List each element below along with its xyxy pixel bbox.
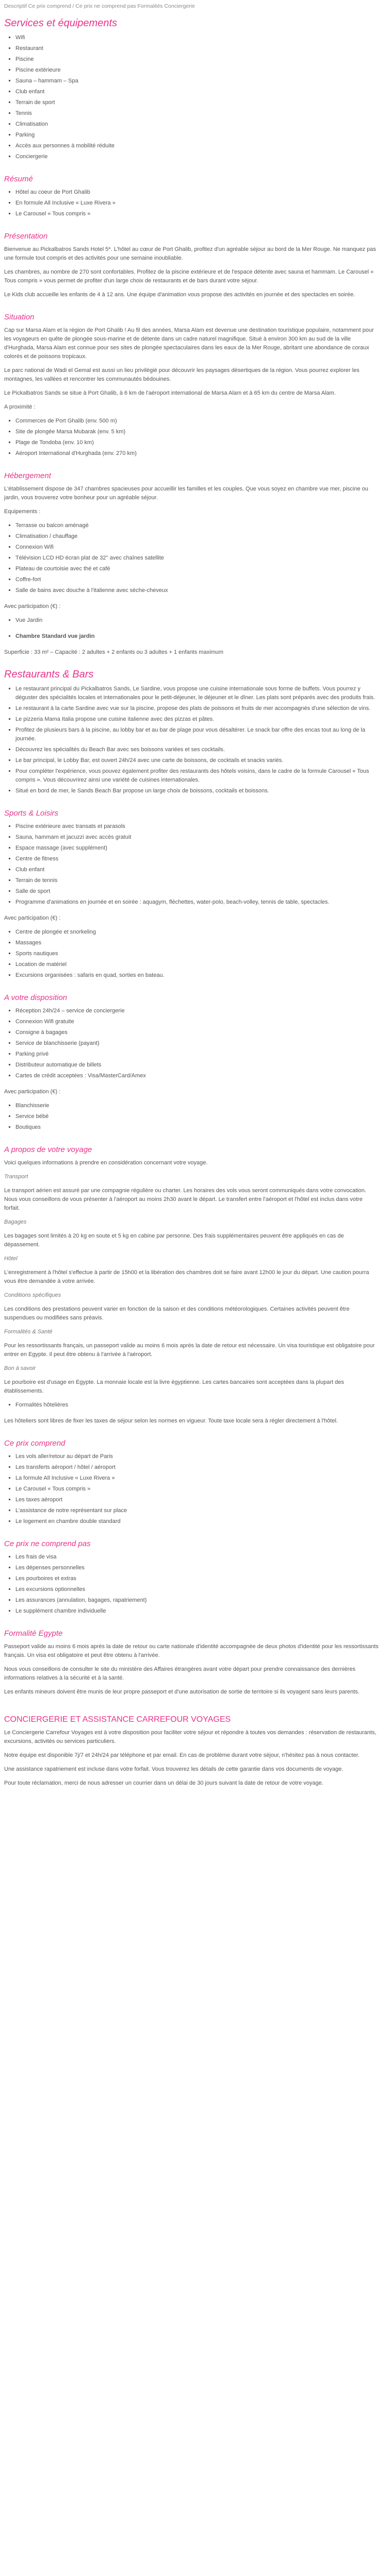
apropos-text: L'enregistrement à l'hôtel s'effectue à partir de 15h00 et la libération des chambres doit se faire avant 12h00 le jour du départ. Une caution pourra vous être demandée à votre arrivée. bbox=[4, 1269, 369, 1284]
services-list bbox=[4, 33, 379, 161]
list-item: ▪ Distributeur automatique de billets bbox=[15, 1061, 379, 1070]
room-type: ▪ Chambre Standard vue jardin bbox=[15, 632, 379, 641]
list-item: ▪ Sauna – hammam – Spa bbox=[15, 77, 379, 86]
list-item: ▪ Parking bbox=[15, 131, 379, 140]
formalites-title: Formalité Egypte bbox=[4, 1629, 63, 1638]
apropos-text: Les bagages sont limités à 20 kg en soute et 5 kg en cabine par personne. Des frais supplémentaires peuvent être appliqués en cas de dépassement. bbox=[4, 1233, 344, 1248]
formalites-text: Les enfants mineurs doivent être munis de leur propre passeport et d'une autorisation de sortie de territoire si ils voyagent sans leurs parents. bbox=[4, 1689, 360, 1695]
situation-text: Cap sur Marsa Alam et la région de Port Ghalib ! Au fil des années, Marsa Alam est devenue une destination touristique populaire, notamment pour les voyageurs en quête de plongée sous-marine et de détente dans un cadre naturel magnifique. Situé à environ 300 km au sud de la ville d'Hurghada, Marsa Alam est connue pour ses sites de plongée spectaculaires dans les eaux de la Mer Rouge, abritant une abondance de coraux colorés et de poissons tropicaux. bbox=[4, 327, 374, 360]
list-item: ▪ L'assistance de notre représentant sur place bbox=[15, 1506, 379, 1515]
list-item: ▪ Salle de bains avec douche à l'italienne avec sèche-cheveux bbox=[15, 586, 379, 595]
list-item: ▪ Découvrez les spécialités du Beach Bar avec ses boissons variées et ses cocktails. bbox=[15, 745, 379, 754]
list-item: ▪ Location de matériel bbox=[15, 960, 379, 969]
situation-title: Situation bbox=[4, 313, 35, 321]
list-item: ▪ Restaurant bbox=[15, 44, 379, 53]
apropos-title: A propos de votre voyage bbox=[4, 1145, 92, 1154]
non-compris-list bbox=[4, 1553, 379, 1616]
list-item: ▪ Les pourboires et extras bbox=[15, 1574, 379, 1583]
list-item: ▪ Massages bbox=[15, 939, 379, 947]
list-item: ▪ Boutiques bbox=[15, 1123, 379, 1132]
list-item: ▪ Connexion Wifi gratuite bbox=[15, 1018, 379, 1026]
list-item: ▪ Piscine extérieure avec transats et parasols bbox=[15, 822, 379, 831]
list-item: ▪ La formule All Inclusive « Luxe Rivera » bbox=[15, 1474, 379, 1483]
apropos-text: Les conditions des prestations peuvent varier en fonction de la saison et des conditions météorologiques. Certaines activités peuvent être suspendues ou modifiées sans préavis. bbox=[4, 1306, 350, 1321]
list-item: ▪ Service bébé bbox=[15, 1112, 379, 1121]
list-item: ▪ Terrain de sport bbox=[15, 98, 379, 107]
restaurants-title: Restaurants & Bars bbox=[4, 669, 94, 680]
apropos-heading: Bagages bbox=[4, 1219, 27, 1225]
list-item: ▪ Aéroport International d'Hurghada (env. 270 km) bbox=[15, 449, 379, 458]
formalites-text: Passeport valide au moins 6 mois après la date de retour ou carte nationale d'identité accompagnée de deux photos d'identité pour les ressortissants français. Un visa est obligatoire et peut être obtenu à l'arrivée. bbox=[4, 1643, 379, 1658]
list-item: ▪ Les excursions optionnelles bbox=[15, 1585, 379, 1594]
list-item: ▪ Sports nautiques bbox=[15, 950, 379, 958]
restaurants-list bbox=[4, 685, 379, 795]
list-item: ▪ Profitez de plusieurs bars à la piscine, au lobby bar et au bar de plage pour vous désaltérer. Le snack bar offre des encas tout au long de la journée. bbox=[15, 726, 379, 743]
resume-title: Résumé bbox=[4, 175, 33, 183]
compris-list bbox=[4, 1452, 379, 1526]
list-item: ▪ Le pizzeria Mama Italia propose une cuisine italienne avec des pizzas et pâtes. bbox=[15, 715, 379, 724]
list-item: ▪ Pour compléter l'expérience, vous pouvez également profiter des restaurants des hôtels voisins, dans le cadre de la formule Carousel « Tous compris ». Vous découvrirez ainsi une variété de cuisines internationales. bbox=[15, 767, 379, 785]
conciergerie-title: CONCIERGERIE ET ASSISTANCE CARREFOUR VOYAGES bbox=[4, 1715, 231, 1724]
presentation-text: Bienvenue au Pickalbatros Sands Hotel 5*. L'hôtel au cœur de Port Ghalib, profitez d'un agréable séjour au bord de la Mer Rouge. Ne manquez pas une formule tout compris et des activités pour une semaine inoubliable. bbox=[4, 246, 376, 261]
presentation-title: Présentation bbox=[4, 232, 48, 241]
conciergerie-text: Notre équipe est disponible 7j/7 et 24h/24 par téléphone et par email. En cas de problème durant votre séjour, n'hésitez pas à nous contacter. bbox=[4, 1752, 360, 1758]
apropos-text: Pour les ressortissants français, un passeport valide au moins 6 mois après la date de retour est nécessaire. Un visa touristique est obligatoire pour entrer en Egypte. Il peut être obtenu à l'arrivée à l'aéroport. bbox=[4, 1343, 375, 1358]
apropos-text: Le pourboire est d'usage en Egypte. La monnaie locale est la livre égyptienne. Les cartes bancaires sont acceptées dans la plupart des établissements. bbox=[4, 1379, 344, 1394]
rooms-list bbox=[4, 616, 379, 625]
conciergerie-text: Le Conciergerie Carrefour Voyages est à votre disposition pour faciliter votre séjour et répondre à toutes vos demandes : réservation de restaurants, excursions, activités ou services particuliers. bbox=[4, 1730, 377, 1744]
rooms-label: Avec participation (€) : bbox=[4, 603, 61, 609]
list-item: ▪ Formalités hôtelières bbox=[15, 1401, 379, 1410]
list-item: ▪ Climatisation / chauffage bbox=[15, 532, 379, 541]
presentation-text: Le Kids club accueille les enfants de 4 à 12 ans. Une équipe d'animation vous propose des activités en journée et des spectacles en soirée. bbox=[4, 292, 355, 298]
rooms-list-2 bbox=[4, 632, 379, 641]
list-item: ▪ Centre de plongée et snorkeling bbox=[15, 928, 379, 937]
resume-list bbox=[4, 188, 379, 218]
list-item: ▪ Le Carousel « Tous compris » bbox=[15, 210, 379, 218]
equip-list bbox=[4, 521, 379, 595]
list-item: ▪ Piscine bbox=[15, 55, 379, 64]
list-item: ▪ Hôtel au coeur de Port Ghalib bbox=[15, 188, 379, 197]
list-item: ▪ Les taxes aéroport bbox=[15, 1496, 379, 1504]
list-item: ▪ Plateau de courtoisie avec thé et café bbox=[15, 565, 379, 573]
list-item: ▪ Tennis bbox=[15, 109, 379, 118]
disposition-list bbox=[4, 1007, 379, 1080]
list-item: ▪ Programme d'animations en journée et en soirée : aquagym, fléchettes, water-polo, beach-volley, tennis de table, spectacles. bbox=[15, 898, 379, 907]
list-item: ▪ Excursions organisées : safaris en quad, sorties en bateau. bbox=[15, 971, 379, 980]
sports-paid-label: Avec participation (€) : bbox=[4, 915, 61, 921]
list-item: ▪ Terrasse ou balcon aménagé bbox=[15, 521, 379, 530]
sports-paid-list bbox=[4, 928, 379, 980]
presentation-text: Les chambres, au nombre de 270 sont confortables. Profitez de la piscine extérieure et de l'espace détente avec sauna et hammam. Le Carousel « Tous compris » vous permet de profiter d'un large choix de restaurants et de bars durant votre séjour. bbox=[4, 269, 374, 284]
conciergerie-text: Pour toute réclamation, merci de nous adresser un courrier dans un délai de 30 jours suivant la date de retour de votre voyage. bbox=[4, 1780, 323, 1786]
list-item: ▪ Le bar principal, le Lobby Bar, est ouvert 24h/24 avec une carte de boissons, de cocktails et snacks variés. bbox=[15, 756, 379, 765]
list-item: ▪ Le supplément chambre individuelle bbox=[15, 1607, 379, 1616]
list-item: ▪ Club enfant bbox=[15, 88, 379, 96]
list-item: ▪ Le restaurant principal du Pickalbatros Sands, Le Sardine, vous propose une cuisine internationale sous forme de buffets. Vous pourrez y déguster des spécialités locales et internationales pour le petit-déjeuner, le déjeuner et le dîner. Les plats sont préparés avec des produits frais. bbox=[15, 685, 379, 702]
list-item: ▪ Parking privé bbox=[15, 1050, 379, 1059]
apropos-bullet bbox=[4, 1401, 379, 1410]
formalites-text: Nous vous conseillons de consulter le site du ministère des Affaires étrangères avant votre départ pour prendre connaissance des dernières informations relatives à la sécurité et à la santé. bbox=[4, 1666, 355, 1681]
disposition-title: A votre disposition bbox=[4, 993, 68, 1002]
sports-list bbox=[4, 822, 379, 907]
list-item: ▪ Connexion Wifi bbox=[15, 543, 379, 552]
conciergerie-text: Une assistance rapatriement est incluse dans votre forfait. Vous trouverez les détails de cette garantie dans vos documents de voyage. bbox=[4, 1766, 344, 1772]
list-item: ▪ Wifi bbox=[15, 33, 379, 42]
hebergement-title: Hébergement bbox=[4, 471, 51, 480]
list-item: ▪ Le restaurant à la carte Sardine avec vue sur la piscine, propose des plats de poissons et fruits de mer accompagnés d'une sélection de vins. bbox=[15, 704, 379, 713]
disposition-paid-label: Avec participation (€) : bbox=[4, 1089, 61, 1095]
list-item: ▪ Situé en bord de mer, le Sands Beach Bar propose un large choix de boissons, cocktails et boissons. bbox=[15, 787, 379, 795]
list-item: ▪ Club enfant bbox=[15, 866, 379, 874]
list-item: ▪ Le logement en chambre double standard bbox=[15, 1517, 379, 1526]
list-item: ▪ Terrain de tennis bbox=[15, 876, 379, 885]
list-item: ▪ Télévision LCD HD écran plat de 32'' avec chaînes satellite bbox=[15, 554, 379, 563]
list-item: ▪ Sauna, hammam et jacuzzi avec accès gratuit bbox=[15, 833, 379, 842]
list-item: ▪ Blanchisserie bbox=[15, 1101, 379, 1110]
equip-label: Equipements : bbox=[4, 509, 41, 515]
list-item: ▪ Espace massage (avec supplément) bbox=[15, 844, 379, 853]
situation-text: Le parc national de Wadi el Gemal est aussi un lieu privilégié pour découvrir les paysages désertiques de la région. Vous pourrez explorer les montagnes, les vallées et rencontrer les communautés bédouines. bbox=[4, 367, 360, 382]
apropos-heading: Hôtel bbox=[4, 1256, 18, 1262]
list-item: ▪ Centre de fitness bbox=[15, 855, 379, 863]
list-item: ▪ En formule All Inclusive « Luxe Rivera » bbox=[15, 199, 379, 208]
list-item: ▪ Coffre-fort bbox=[15, 575, 379, 584]
list-item: ▪ Les assurances (annulation, bagages, rapatriement) bbox=[15, 1596, 379, 1605]
list-item: ▪ Climatisation bbox=[15, 120, 379, 129]
list-item: ▪ Conciergerie bbox=[15, 152, 379, 161]
apropos-end-text: Les hôteliers sont libres de fixer les taxes de séjour selon les normes en vigueur. Toute taxe locale sera à régler directement à l'hôtel. bbox=[4, 1418, 338, 1424]
situation-text: Le Pickalbatros Sands se situe à Port Ghalib, à 6 km de l'aéroport international de Marsa Alam et à 65 km du centre de Marsa Alam. bbox=[4, 390, 336, 396]
sports-title: Sports & Loisirs bbox=[4, 809, 59, 818]
nearby-label: A proximité : bbox=[4, 404, 36, 410]
list-item: ▪ Les vols aller/retour au départ de Paris bbox=[15, 1452, 379, 1461]
list-item: ▪ Commerces de Port Ghalib (env. 500 m) bbox=[15, 417, 379, 426]
apropos-text: Le transport aérien est assuré par une compagnie régulière ou charter. Les horaires des vols vous seront communiqués dans votre convocation. Nous vous conseillons de vous présenter à l'aéroport au moins 2h30 avant le départ. Le transfert entre l'aéroport et l'hôtel est inclus dans votre forfait. bbox=[4, 1188, 366, 1211]
room-capacity: Superficie : 33 m² – Capacité : 2 adultes + 2 enfants ou 3 adultes + 1 enfants maximum bbox=[4, 649, 223, 655]
list-item: ▪ Les frais de visa bbox=[15, 1553, 379, 1562]
list-item: ▪ Service de blanchisserie (payant) bbox=[15, 1039, 379, 1048]
list-item: ▪ Les dépenses personnelles bbox=[15, 1564, 379, 1572]
breadcrumb: Descriptif Ce prix comprend / Ce prix ne comprend pas Formalités Conciergerie bbox=[4, 3, 195, 9]
list-item: ▪ Les transferts aéroport / hôtel / aéroport bbox=[15, 1463, 379, 1472]
apropos-heading: Conditions spécifiques bbox=[4, 1292, 61, 1298]
list-item: ▪ Salle de sport bbox=[15, 887, 379, 896]
compris-title: Ce prix comprend bbox=[4, 1439, 66, 1448]
non-compris-title: Ce prix ne comprend pas bbox=[4, 1539, 91, 1548]
apropos-heading: Bon à savoir bbox=[4, 1365, 36, 1371]
list-item: ▪ Réception 24h/24 – service de conciergerie bbox=[15, 1007, 379, 1015]
list-item: ▪ Consigne à bagages bbox=[15, 1028, 379, 1037]
list-item: ▪ Le Carousel « Tous compris » bbox=[15, 1485, 379, 1494]
hebergement-text: L'établissement dispose de 347 chambres spacieuses pour accueillir les familles et les couples. Que vous soyez en chambre vue mer, piscine ou jardin, vous trouverez votre bonheur pour un agréable séjour. bbox=[4, 486, 368, 501]
list-item: ▪ Accès aux personnes à mobilité réduite bbox=[15, 142, 379, 150]
apropos-heading: Formalités & Santé bbox=[4, 1329, 53, 1335]
services-title: Services et équipements bbox=[4, 18, 118, 29]
apropos-intro: Voici quelques informations à prendre en considération concernant votre voyage. bbox=[4, 1160, 208, 1166]
list-item: ▪ Piscine extérieure bbox=[15, 66, 379, 75]
nearby-list bbox=[4, 417, 379, 458]
list-item: ▪ Site de plongée Marsa Mubarak (env. 5 km) bbox=[15, 428, 379, 436]
disposition-paid-list bbox=[4, 1101, 379, 1132]
list-item: ▪ Cartes de crédit acceptées : Visa/MasterCard/Amex bbox=[15, 1072, 379, 1080]
list-item: ▪ Plage de Tondoba (env. 10 km) bbox=[15, 438, 379, 447]
list-item: ▪ Vue Jardin bbox=[15, 616, 379, 625]
apropos-heading: Transport bbox=[4, 1174, 28, 1180]
